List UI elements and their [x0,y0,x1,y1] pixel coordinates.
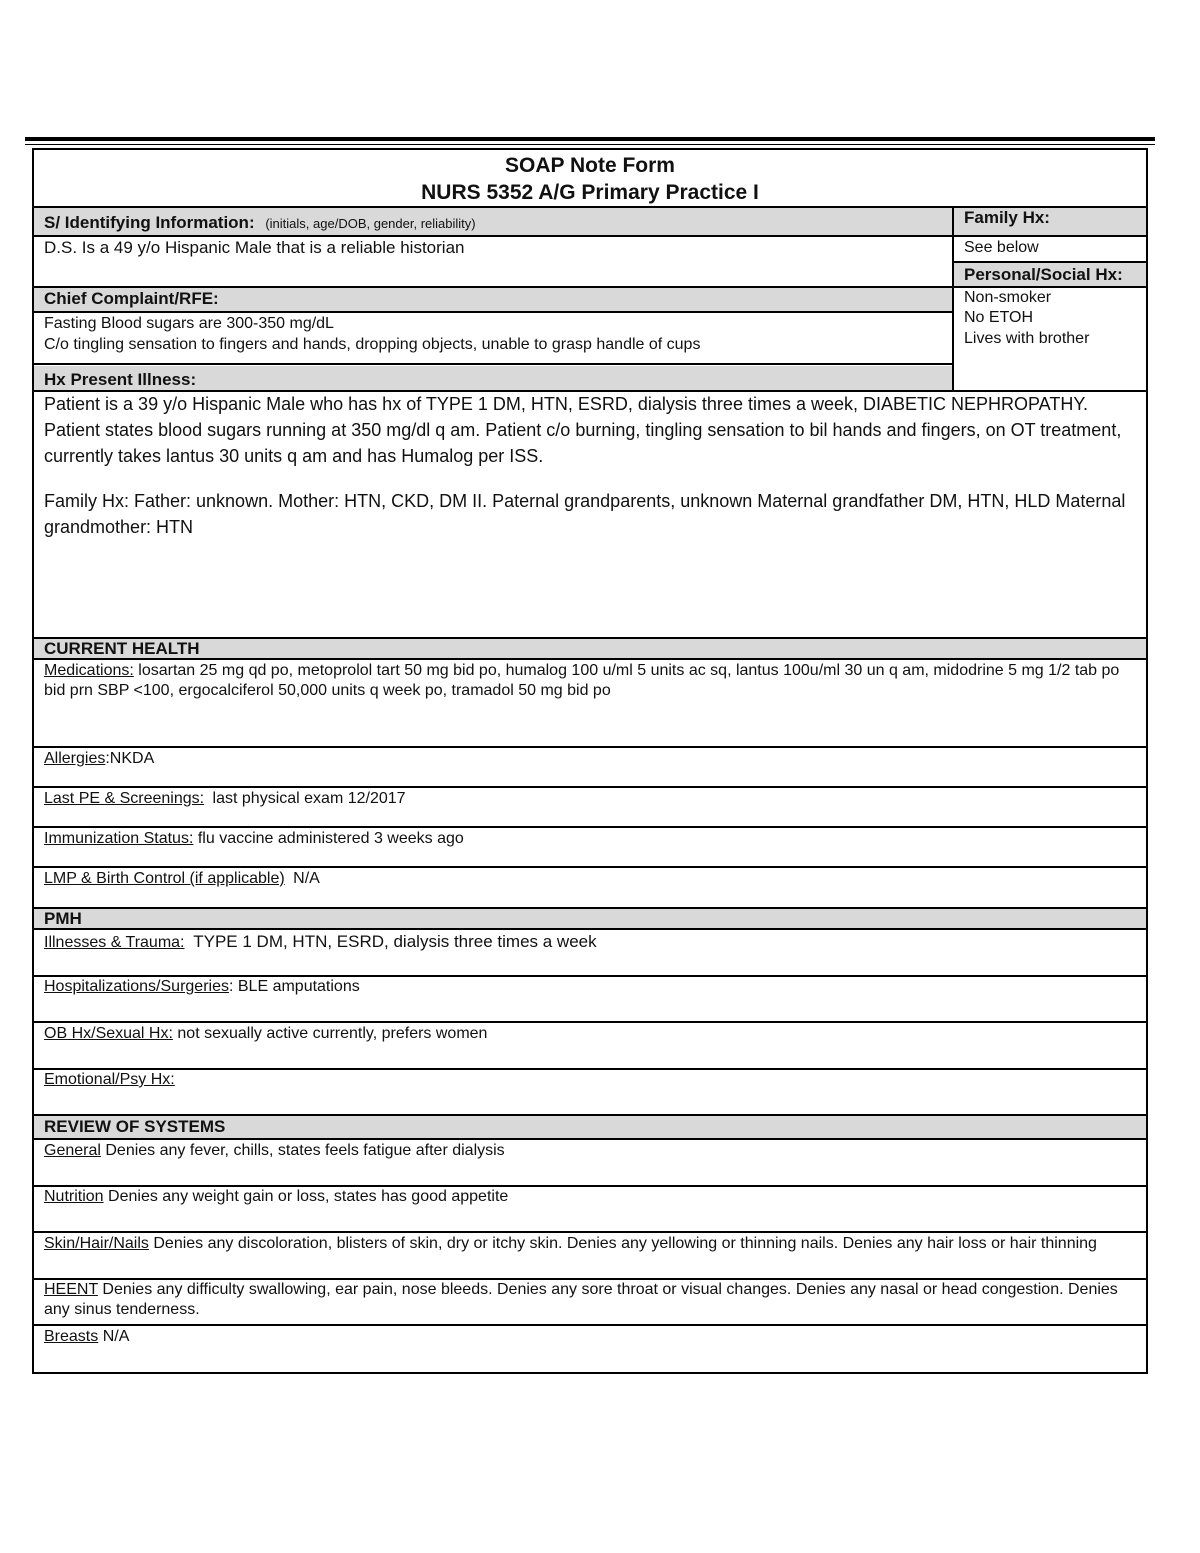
medications-value: losartan 25 mg qd po, metoprolol tart 50 mg bid po, humalog 100 u/ml 5 units ac sq, lantus 100u/ml 30 un q am, midodrine 5 mg 1/2 tab po bid prn SBP <100, ergocalciferol 50,000 units q week po, tramadol 50 mg bid po [44,662,1120,699]
last-pe-row[interactable] [44,789,406,809]
allergies-row[interactable] [44,749,154,769]
rule [32,363,954,365]
rule [952,261,1148,263]
rule [32,1324,1148,1326]
ros-breasts-value: N/A [102,1328,130,1345]
ros-nutrition-label: Nutrition [44,1188,104,1205]
illnesses-label: Illnesses & Trauma: [44,934,185,951]
lmp-value: N/A [293,870,320,887]
form-title: SOAP Note Form [505,154,675,177]
hospitalizations-row[interactable] [44,977,360,997]
hpi-paragraph[interactable]: Patient is a 39 y/o Hispanic Male who has hx of TYPE 1 DM, HTN, ESRD, dialysis three times a week, DIABETIC NEPHROPATHY. Patient states blood sugars running at 350 mg/dl q am. Patient c/o burning, tingling sensation to bil hands and fingers, on OT treatment, currently takes lantus 30 units q am and has Humalog per ISS. [44,394,1122,466]
rule [32,1138,1148,1140]
personal-social-heading: Personal/Social Hx: [964,265,1123,284]
personal-social-line[interactable]: Lives with brother [964,330,1090,347]
identifying-hint: (initials, age/DOB, gender, reliability) [265,216,476,231]
identifying-heading [44,213,476,234]
ros-heading: REVIEW OF SYSTEMS [44,1117,226,1136]
last-pe-value: last physical exam 12/2017 [212,790,406,807]
family-hx-value[interactable]: See below [964,239,1039,256]
hospitalizations-value: : BLE amputations [228,978,360,995]
rule [32,907,1148,909]
personal-social-line[interactable]: No ETOH [964,309,1034,326]
family-hx-heading: Family Hx: [964,208,1050,227]
rule [32,1114,1148,1116]
emotional-row[interactable] [44,1070,175,1090]
hpi-family-paragraph[interactable]: Family Hx: Father: unknown. Mother: HTN, CKD, DM II. Paternal grandparents, unknown Maternal grandfather DM, HTN, HLD Maternal grandmother: HTN [44,491,1126,537]
chief-complaint-line[interactable]: Fasting Blood sugars are 300-350 mg/dL [44,315,334,332]
illnesses-row[interactable] [44,932,597,953]
lmp-label: LMP & Birth Control (if applicable) [44,870,285,887]
ros-heent-label: HEENT [44,1281,98,1298]
personal-social-line[interactable]: Non-smoker [964,289,1052,306]
rule [32,746,1148,748]
hpi-heading: Hx Present Illness: [44,370,197,389]
ros-nutrition-value: Denies any weight gain or loss, states has good appetite [108,1188,509,1205]
form-subtitle: NURS 5352 A/G Primary Practice I [421,181,759,204]
illnesses-value: TYPE 1 DM, HTN, ESRD, dialysis three times a week [193,932,597,951]
rule [32,1068,1148,1070]
ros-nutrition-row[interactable] [44,1187,508,1207]
current-health-header-bg [34,639,1146,659]
ob-sexual-label: OB Hx/Sexual Hx: [44,1025,173,1042]
header-rule-thick [25,137,1155,141]
rule [32,866,1148,868]
identifying-value[interactable]: D.S. Is a 49 y/o Hispanic Male that is a reliable historian [44,238,465,257]
emotional-label: Emotional/Psy Hx: [44,1071,175,1088]
ros-breasts-label: Breasts [44,1328,99,1345]
hospitalizations-label: Hospitalizations/Surgeries [44,978,229,995]
ros-skin-value: Denies any discoloration, blisters of skin, dry or itchy skin. Denies any yellowing or thinning nails. Denies any hair loss or hair thinning [153,1235,1097,1252]
ros-heent-value: Denies any difficulty swallowing, ear pain, nose bleeds. Denies any sore throat or visual changes. Denies any nasal or head congestion. Denies any sinus tenderness. [44,1281,1118,1318]
rule [32,928,1148,930]
rule [32,311,954,313]
last-pe-label: Last PE & Screenings: [44,790,205,807]
lmp-row[interactable] [44,869,320,889]
ob-sexual-value: not sexually active currently, prefers women [177,1025,488,1042]
allergies-label: Allergies [44,750,106,767]
ros-heent-row[interactable] [44,1280,1134,1320]
allergies-value: :NKDA [105,750,155,767]
rule [32,1231,1148,1233]
identifying-heading-text: S/ Identifying Information: [44,213,255,232]
rule [32,826,1148,828]
immunization-label: Immunization Status: [44,830,194,847]
chief-complaint-line[interactable]: C/o tingling sensation to fingers and hands, dropping objects, unable to grasp handle of cups [44,336,701,353]
ros-skin-row[interactable] [44,1234,1134,1254]
ros-general-label: General [44,1142,101,1159]
medications-row[interactable] [44,661,1134,701]
ob-sexual-row[interactable] [44,1024,487,1044]
rule [32,235,1148,237]
current-health-heading: CURRENT HEALTH [44,639,200,658]
immunization-value: flu vaccine administered 3 weeks ago [197,830,464,847]
column-divider [952,206,954,392]
immunization-row[interactable] [44,829,464,849]
rule [32,786,1148,788]
pmh-header-bg [34,909,1146,929]
ros-general-value: Denies any fever, chills, states feels fatigue after dialysis [105,1142,505,1159]
ros-general-row[interactable] [44,1141,505,1161]
ros-skin-label: Skin/Hair/Nails [44,1235,149,1252]
rule [32,1021,1148,1023]
ros-breasts-row[interactable] [44,1327,129,1347]
medications-label: Medications: [44,662,134,679]
pmh-heading: PMH [44,909,82,928]
header-rule-thin [25,144,1155,145]
chief-complaint-heading: Chief Complaint/RFE: [44,289,219,308]
